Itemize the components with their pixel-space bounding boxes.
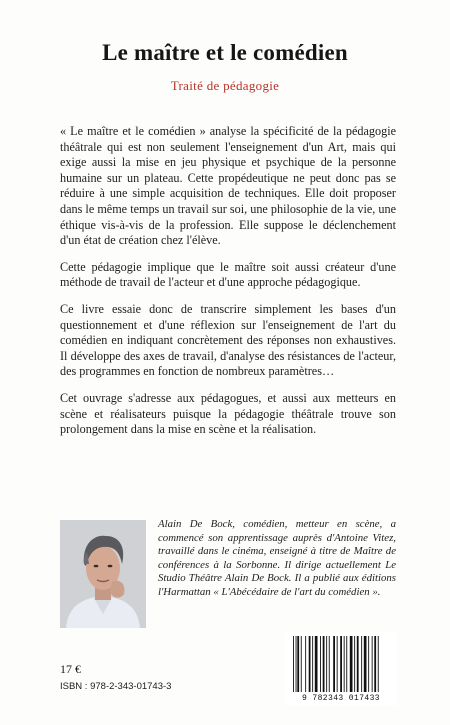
author-photo xyxy=(60,520,146,628)
isbn: ISBN : 978-2-343-01743-3 xyxy=(60,681,172,692)
price: 17 € xyxy=(60,662,81,676)
author-bio: Alain De Bock, comédien, metteur en scène, a commencé son apprentissage auprès d'Antoine Vitez, travaillé dans le cinéma, enseigné à titre de Maître de conférences à la Sorbonne. Il dirige actuellement Le Studio Théâtre Alain De Bock. Il a publié aux éditions l'Harmattan « L'Abécédaire de l'art du comédien ». xyxy=(158,518,396,598)
author-section xyxy=(60,518,396,628)
blurb-paragraph-4: Cet ouvrage s'adresse aux pédagogues, et aussi aux metteurs en scène et réalisateurs puisque la pédagogie théâtrale trouve son prolongement dans la mise en scène et la réalisation. xyxy=(60,390,396,437)
book-title: Le maître et le comédien xyxy=(102,40,348,65)
book-subtitle: Traité de pédagogie xyxy=(170,78,280,93)
blurb-paragraph-3: Ce livre essaie donc de transcrire simplement les bases d'un questionnement et d'une réflexion sur l'enseignement de l'art du comédien en indiquant concrètement des réponses non exhaustives. Il développe des axes de travail, d'analyse des résistances de l'acteur, des programmes en fonction de nombreux paramètres… xyxy=(60,301,396,379)
barcode-icon xyxy=(293,636,389,692)
author-portrait-icon xyxy=(60,520,146,628)
barcode xyxy=(285,632,397,706)
blurb-paragraph-2: Cette pédagogie implique que le maître soit aussi créateur d'une méthode de travail de l'acteur et d'une approche pédagogique. xyxy=(60,259,396,290)
blurb xyxy=(60,124,396,449)
barcode-number: 9 782343 017433 xyxy=(301,694,380,703)
blurb-paragraph-1: « Le maître et le comédien » analyse la spécificité de la pédagogie théâtrale qui est non seulement l'enseignement d'un Art, mais qui exige aussi la mise en jeu physique et psychique de la personne humaine sur un plateau. Cette propédeutique ne peut donc pas se réduire à une simple acquisition de techniques. Elle doit proposer dans le même temps un travail sur soi, une philosophie de la vie, une éthique vis-à-vis de la profession. Elle suppose le déclenchement d'un état de création chez l'élève. xyxy=(60,124,396,248)
